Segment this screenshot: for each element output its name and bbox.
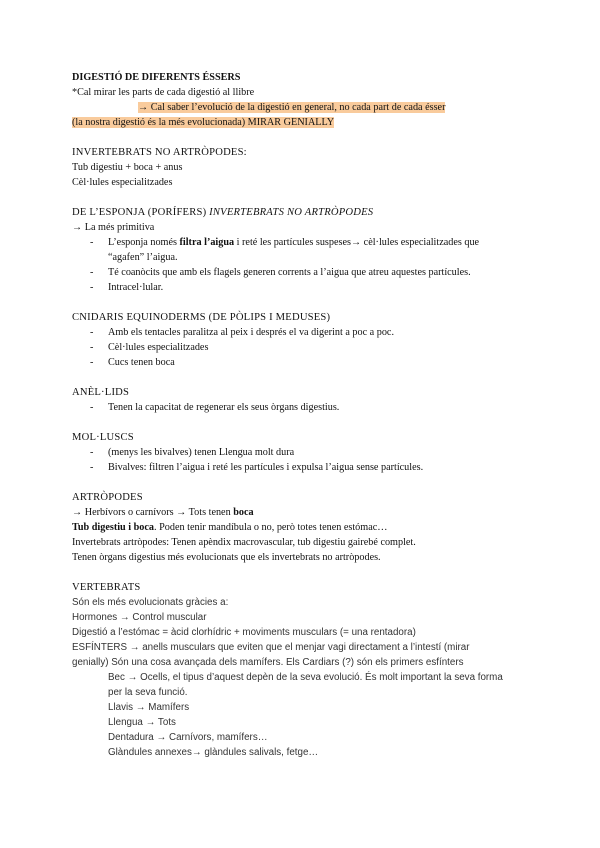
text-line: Tub digestiu i boca. Poden tenir mandíbula o no, però totes tenen estómac… — [72, 522, 388, 533]
list-item: Dentadura → Carnívors, mamífers… — [108, 732, 268, 743]
list-item: Glàndules annexes→ glàndules salivals, fetge… — [108, 747, 319, 758]
text-line: Tenen òrgans digestius més evolucionats que els invertebrats no artròpodes. — [72, 552, 381, 563]
section-heading-anelids: ANÈL·LIDS — [72, 387, 130, 398]
list-item: - Cucs tenen boca — [72, 355, 542, 370]
intro-highlight-1: → Cal saber l’evolució de la digestió en general, no cada part de cada ésser — [138, 102, 446, 113]
text-line: Cèl·lules especialitzades — [72, 177, 173, 188]
list-item: - Té coanòcits que amb els flagels generen corrents a l’aigua que atreu aquestes partícules. — [72, 265, 542, 280]
section-heading-molluscs: MOL·LUSCS — [72, 432, 134, 443]
text-line: Hormones → Control muscular — [72, 612, 207, 623]
list-item: - Intracel·lular. — [72, 280, 542, 295]
list-item: Llengua → Tots — [108, 717, 176, 728]
list-item: - Bivalves: filtren l’aigua i reté les partícules i expulsa l’aigua sense partícules. — [72, 460, 542, 475]
text-line: Digestió a l’estómac = àcid clorhídric + moviments musculars (= una rentadora) — [72, 627, 416, 638]
list-item: - L’esponja només filtra l’aigua i reté les partícules suspeses→ cèl·lules especialitzades que — [72, 235, 542, 250]
page-title: DIGESTIÓ DE DIFERENTS ÉSSERS — [72, 72, 241, 83]
section-heading-esponja: DE L’ESPONJA (PORÍFERS) INVERTEBRATS NO ARTRÒPODES — [72, 207, 374, 218]
list-item: - Amb els tentacles paralitza al peix i després el va digerint a poc a poc. — [72, 325, 542, 340]
text-line: → La més primitiva — [72, 222, 155, 233]
document-page — [72, 70, 542, 760]
text-line: Invertebrats artròpodes: Tenen apèndix macrovascular, tub digestiu gairebé complet. — [72, 537, 416, 548]
intro-highlight-2: (la nostra digestió és la més evolucionada) MIRAR GENIALLY — [72, 117, 335, 128]
list-item: - Cèl·lules especialitzades — [72, 340, 542, 355]
list-item: - (menys les bivalves) tenen Llengua molt dura — [72, 445, 542, 460]
text-line: Són els més evolucionats gràcies a: — [72, 597, 229, 608]
section-heading-vertebrats: VERTEBRATS — [72, 582, 141, 593]
intro-note: *Cal mirar les parts de cada digestió al llibre — [72, 87, 255, 98]
section-heading-artropodes: ARTRÒPODES — [72, 492, 143, 503]
list-item: Bec → Ocells, el tipus d’aquest depèn de la seva evolució. És molt important la seva forma — [108, 672, 503, 683]
list-item-continuation: per la seva funció. — [108, 687, 188, 698]
section-heading-invertebrats: INVERTEBRATS NO ARTRÒPODES: — [72, 147, 247, 158]
text-line: Tub digestiu + boca + anus — [72, 162, 183, 173]
text-line: → Herbívors o carnívors → Tots tenen boca — [72, 507, 254, 518]
list-item: Llavis → Mamífers — [108, 702, 190, 713]
section-heading-cnidaris: CNIDARIS EQUINODERMS (DE PÒLIPS I MEDUSES) — [72, 312, 331, 323]
text-line: genially) Són una cosa avançada dels mamífers. Els Cardiars (?) són els primers esfínters — [72, 657, 464, 668]
list-item-continuation: “agafen” l’aigua. — [108, 252, 178, 263]
list-item: - Tenen la capacitat de regenerar els seus òrgans digestius. — [72, 400, 542, 415]
text-line: ESFÍNTERS → anells musculars que eviten que el menjar vagi directament a l’intestí (mirar — [72, 642, 470, 653]
